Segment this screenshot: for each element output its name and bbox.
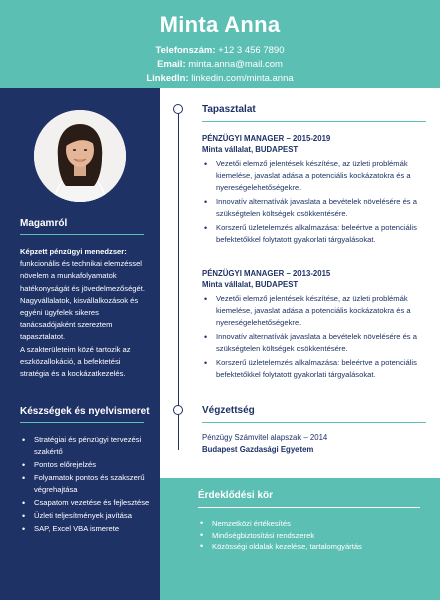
list-item: • Stratégiai és pénzügyi tervezési szakértő — [20, 434, 150, 458]
interests-divider — [198, 507, 420, 508]
about-text — [20, 246, 148, 380]
email-line — [0, 58, 440, 72]
list-item: • Korszerű üzletelemzés alkalmazása: beleértve a potenciális befektetőkkel folytatott gyakorlati tárgyalásokat. — [202, 357, 428, 381]
experience-divider — [202, 121, 426, 122]
education-divider — [202, 422, 426, 423]
about-divider — [20, 234, 144, 235]
job-company: Minta vállalat, BUDAPEST — [202, 145, 299, 154]
list-item: • Folyamatok pontos és szakszerű végrehajtása — [20, 472, 150, 496]
linkedin-line — [0, 72, 440, 86]
interests-panel — [160, 478, 440, 600]
list-item: • Vezetői elemző jelentések készítése, az üzleti problémák kiemelése, javaslat adása a potenciális kockázatokra és a nyereségelehetőségekre. — [202, 293, 428, 329]
job-company: Minta vállalat, BUDAPEST — [202, 280, 299, 289]
candidate-name: Minta Anna — [159, 12, 281, 37]
list-item: • Pontos előrejelzés — [20, 459, 150, 471]
job-entry — [202, 268, 428, 383]
timeline-line — [178, 110, 179, 450]
timeline-dot-education — [173, 405, 183, 415]
list-item: • Üzleti teljesítmények javítása — [20, 510, 150, 522]
timeline-dot-experience — [173, 104, 183, 114]
avatar — [34, 110, 126, 202]
about-body-2: A szakterületeim közé tartozik az eszközallokáció, a befektetési stratégia és a kockázatkezelés. — [20, 344, 131, 379]
job-title: PÉNZÜGYI MANAGER – 2013-2015 — [202, 269, 331, 278]
job-bullets — [202, 293, 428, 381]
about-lead: Képzett pénzügyi menedzser: — [20, 247, 127, 256]
list-item: • Vezetői elemző jelentések készítése, az üzleti problémák kiemelése, javaslat adása a potenciális kockázatokra és a nyereségelehetőségekre. — [202, 158, 428, 194]
header-banner — [0, 0, 440, 88]
skills-title: Készségek és nyelvismeret — [20, 406, 150, 417]
email-label: Email: — [157, 59, 186, 70]
list-item: • Minőségbiztosítási rendszerek — [198, 530, 362, 542]
about-body: funkcionális és technikai elemzéssel növelem a munkafolyamatok hatékonyságát és jövedelmezőségét. Nagyvállalatok, kisvállalkozások és egyéni ügyfelek sikeres tanácsadójaként szereztem tapasztalatot. — [20, 259, 145, 342]
list-item: • Csapatom vezetése és fejlesztése — [20, 497, 150, 509]
education-entry — [202, 432, 327, 456]
list-item: • Innovatív alternatívák javaslata a bevételek növelésére és a szükségtelen költségek csökkentésére. — [202, 196, 428, 220]
education-degree: Pénzügy Számvitel alapszak – 2014 — [202, 433, 328, 442]
list-item: • Korszerű üzletelemzés alkalmazása: beleértve a potenciális befektetőkkel folytatott gyakorlati tárgyalásokat. — [202, 222, 428, 246]
list-item: • Innovatív alternatívák javaslata a bevételek növelésére és a szükségtelen költségek csökkentésére. — [202, 331, 428, 355]
skills-divider — [20, 422, 144, 423]
linkedin-label: LinkedIn: — [146, 73, 189, 84]
experience-title: Tapasztalat — [202, 104, 256, 115]
linkedin-value[interactable]: linkedin.com/minta.anna — [191, 73, 294, 84]
job-bullets — [202, 158, 428, 246]
job-title: PÉNZÜGYI MANAGER – 2015-2019 — [202, 134, 331, 143]
interests-list — [198, 518, 362, 553]
education-title: Végzettség — [202, 405, 255, 416]
job-entry — [202, 133, 428, 248]
portrait-photo — [34, 110, 126, 202]
contact-info — [0, 44, 440, 86]
list-item: • Nemzetközi értékesítés — [198, 518, 362, 530]
email-value[interactable]: minta.anna@mail.com — [188, 59, 283, 70]
about-title: Magamról — [20, 218, 68, 229]
skills-list — [20, 434, 150, 536]
sidebar — [0, 88, 160, 600]
phone-label: Telefonszám: — [155, 45, 216, 56]
phone-value[interactable]: +12 3 456 7890 — [218, 45, 285, 56]
phone-line — [0, 44, 440, 58]
list-item: • SAP, Excel VBA ismerete — [20, 523, 150, 535]
education-school: Budapest Gazdasági Egyetem — [202, 445, 314, 454]
interests-title: Érdeklődési kör — [198, 490, 274, 501]
list-item: • Közösségi oldalak kezelése, tartalomgyártás — [198, 541, 362, 553]
